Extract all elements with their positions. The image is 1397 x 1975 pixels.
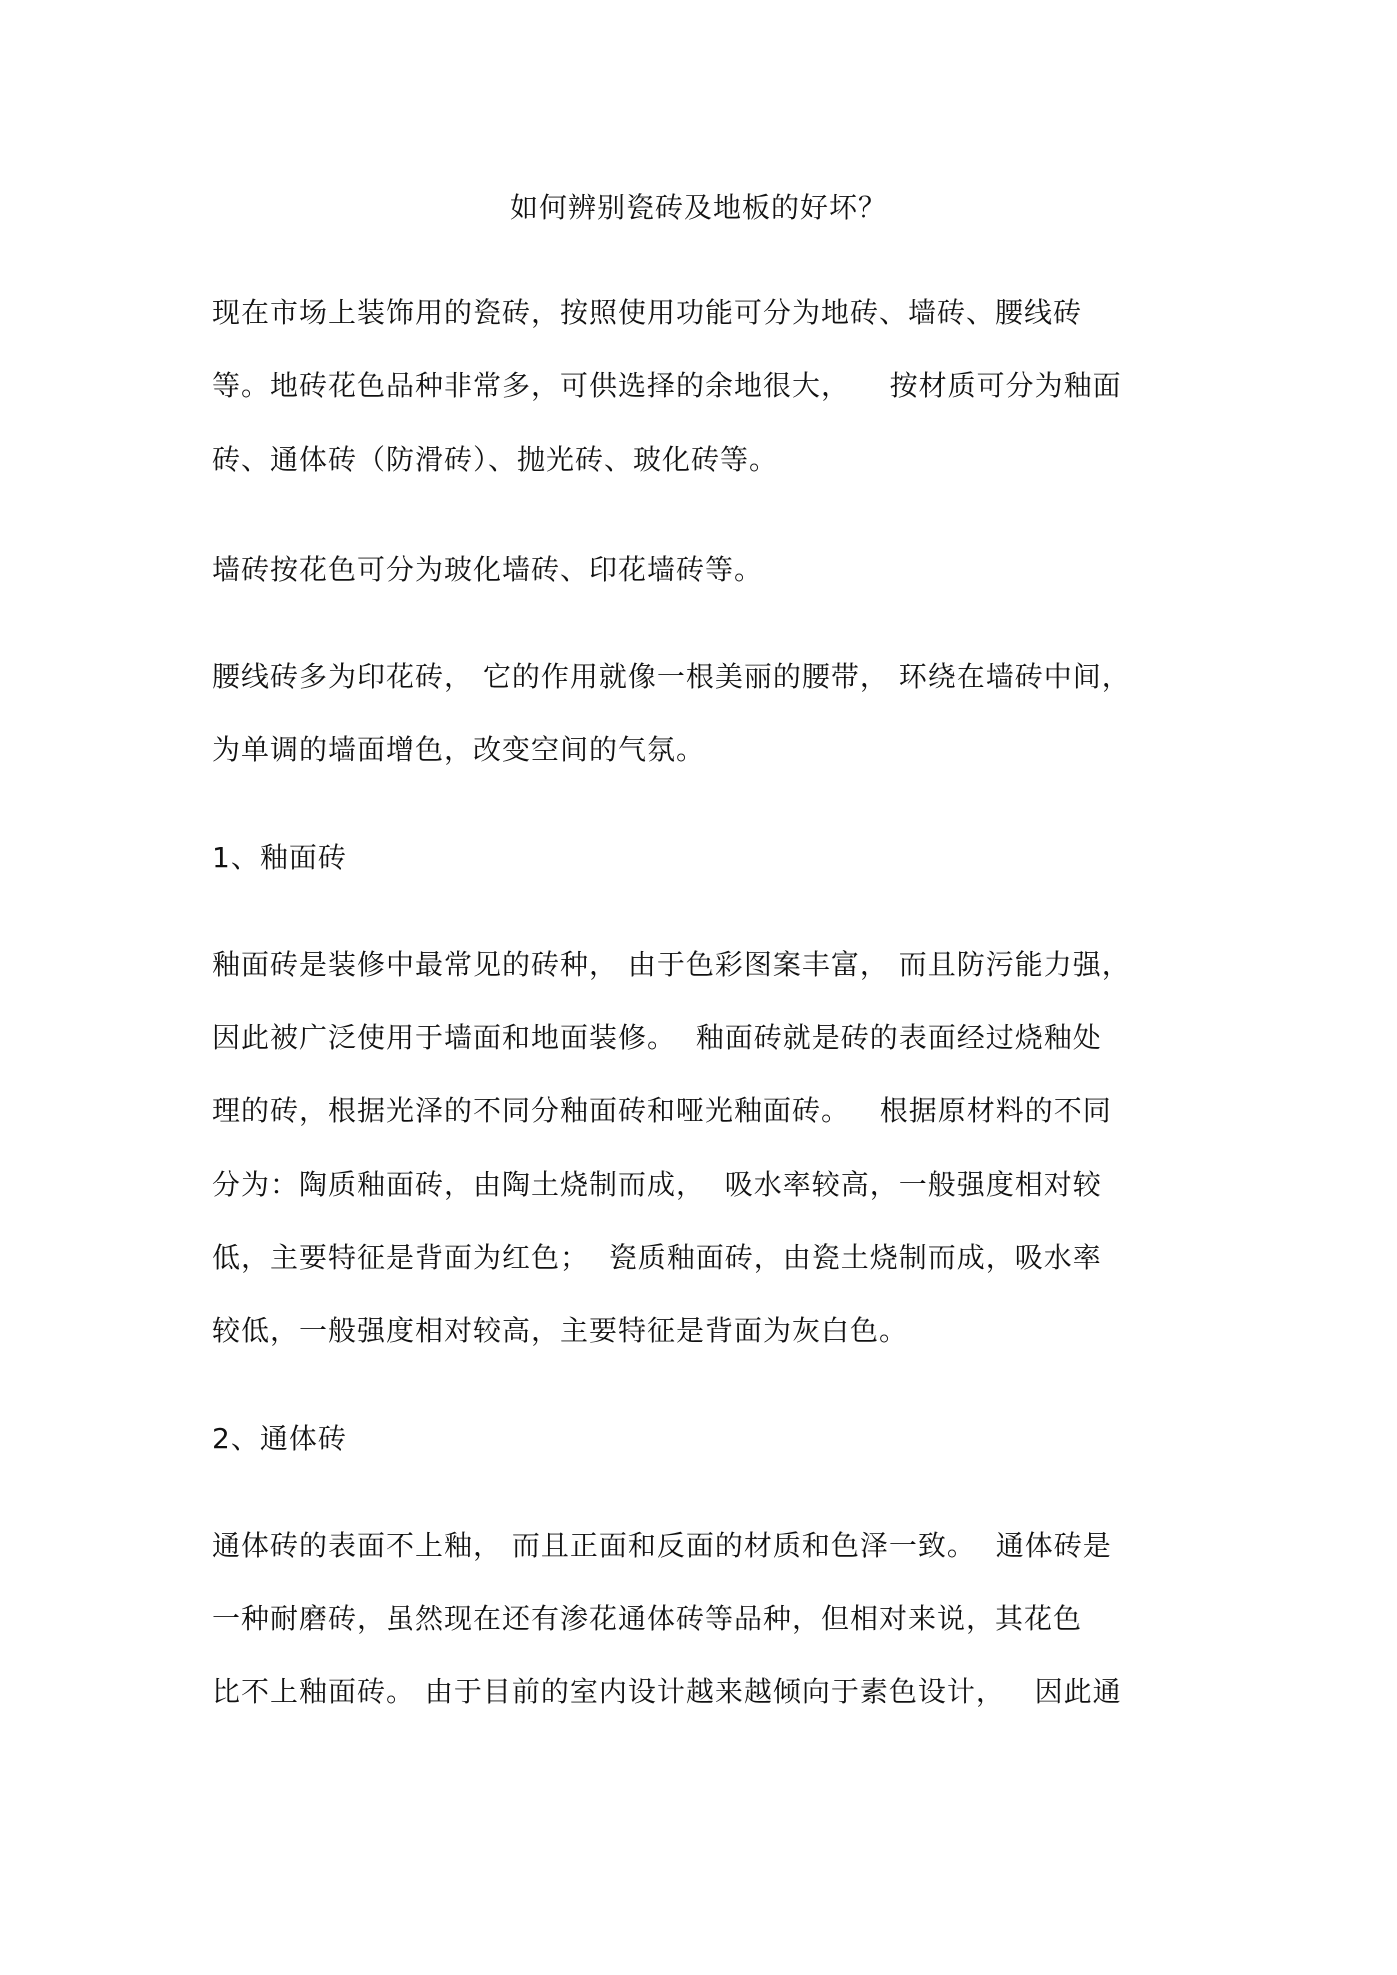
- paragraph-line: 低，主要特征是背面为红色； 瓷质釉面砖，由瓷土烧制而成，吸水率: [212, 1241, 1102, 1274]
- paragraph-line: 因此被广泛使用于墙面和地面装修。 釉面砖就是砖的表面经过烧釉处: [212, 1021, 1102, 1054]
- paragraph-line: 分为：陶质釉面砖，由陶土烧制而成， 吸水率较高，一般强度相对较: [212, 1168, 1102, 1201]
- paragraph-line: 较低，一般强度相对较高，主要特征是背面为灰白色。: [212, 1314, 909, 1347]
- paragraph-line: 通体砖的表面不上釉， 而且正面和反面的材质和色泽一致。 通体砖是: [212, 1529, 1112, 1562]
- paragraph-line: 等。地砖花色品种非常多，可供选择的余地很大， 按材质可分为釉面: [212, 369, 1122, 402]
- paragraph-line: 墙砖按花色可分为玻化墙砖、印花墙砖等。: [212, 553, 764, 586]
- section-heading: 2、通体砖: [212, 1422, 347, 1455]
- paragraph-line: 为单调的墙面增色，改变空间的气氛。: [212, 733, 706, 766]
- paragraph-line: 腰线砖多为印花砖， 它的作用就像一根美丽的腰带， 环绕在墙砖中间，: [212, 660, 1131, 693]
- document-title: 如何辨别瓷砖及地板的好坏？: [509, 191, 887, 224]
- paragraph-line: 砖、通体砖（防滑砖）、抛光砖、玻化砖等。: [212, 443, 779, 476]
- paragraph-line: 比不上釉面砖。 由于目前的室内设计越来越倾向于素色设计， 因此通: [212, 1675, 1122, 1708]
- paragraph-line: 釉面砖是装修中最常见的砖种， 由于色彩图案丰富， 而且防污能力强，: [212, 948, 1131, 981]
- paragraph-line: 理的砖，根据光泽的不同分釉面砖和哑光釉面砖。 根据原材料的不同: [212, 1094, 1112, 1127]
- section-heading: 1、釉面砖: [212, 841, 347, 874]
- paragraph-line: 一种耐磨砖，虽然现在还有渗花通体砖等品种，但相对来说，其花色: [212, 1602, 1083, 1635]
- paragraph-line: 现在市场上装饰用的瓷砖，按照使用功能可分为地砖、墙砖、腰线砖: [212, 296, 1083, 329]
